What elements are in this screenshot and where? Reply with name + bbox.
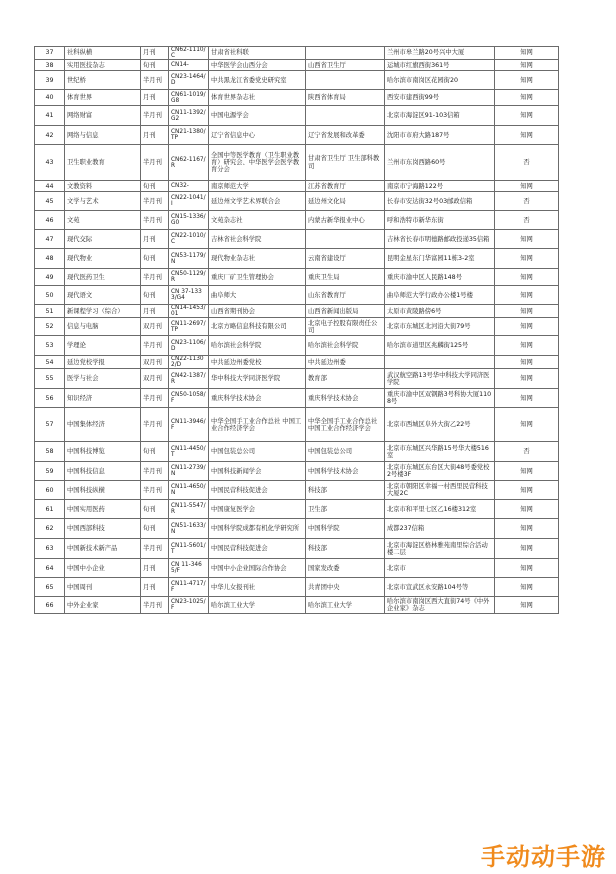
authority-cell: 辽宁省发展和改革委 [306, 126, 385, 145]
address-cell: 北京市东城区东台区大街48号委党校2号楼3F [385, 462, 495, 481]
address-cell: 北京市东城区北河沿大街79号 [385, 318, 495, 336]
table-row [35, 369, 559, 389]
frequency-cell: 旬刊 [141, 286, 169, 305]
sponsor-cell: 曲阜师大 [209, 286, 306, 305]
frequency-cell: 双月刊 [141, 369, 169, 389]
address-cell: 太原市黄陵路傍6号 [385, 305, 495, 318]
authority-cell [306, 47, 385, 60]
table-row [35, 305, 559, 318]
cn-number-cell: CN11-1392/G2 [169, 106, 209, 126]
frequency-cell: 半月刊 [141, 336, 169, 356]
journal-title-cell: 现代物业 [65, 249, 141, 269]
authority-cell: 国家发改委 [306, 559, 385, 578]
row-number-cell: 61 [35, 500, 65, 519]
authority-cell: 山西省卫生厅 [306, 60, 385, 71]
sponsor-cell: 全国中等医学教育（卫生职业教育）研究会、中华医学会医学教育分会 [209, 145, 306, 181]
journal-title-cell: 现代医药卫生 [65, 269, 141, 286]
frequency-cell: 旬刊 [141, 500, 169, 519]
address-cell: 哈尔滨市道里区兆麟街125号 [385, 336, 495, 356]
database-cell: 知网 [495, 47, 559, 60]
database-cell: 知网 [495, 481, 559, 500]
cn-number-cell: CN42-1387/R [169, 369, 209, 389]
row-number-cell: 44 [35, 181, 65, 192]
row-number-cell: 46 [35, 211, 65, 230]
address-cell: 兰州市东岗西路60号 [385, 145, 495, 181]
sponsor-cell: 华中科技大学同济医学院 [209, 369, 306, 389]
authority-cell: 教育部 [306, 369, 385, 389]
address-cell: 北京市西城区阜外大街乙22号 [385, 408, 495, 442]
database-cell: 知网 [495, 318, 559, 336]
journal-title-cell: 现代语文 [65, 286, 141, 305]
cn-number-cell: CN15-1336/G0 [169, 211, 209, 230]
frequency-cell: 月刊 [141, 126, 169, 145]
table-row [35, 126, 559, 145]
cn-number-cell: CN62-1110/C [169, 47, 209, 60]
row-number-cell: 66 [35, 597, 65, 614]
journal-title-cell: 文教资料 [65, 181, 141, 192]
cn-number-cell: CN50-1129/R [169, 269, 209, 286]
table-row [35, 286, 559, 305]
table-row [35, 539, 559, 559]
authority-cell: 中国科学技术协会 [306, 462, 385, 481]
table-row [35, 336, 559, 356]
sponsor-cell: 中共黑龙江省委党史研究室 [209, 71, 306, 90]
site-watermark-logo: 手动动手游 [481, 843, 606, 871]
table-row [35, 481, 559, 500]
journal-title-cell: 中国新技术新产品 [65, 539, 141, 559]
cn-number-cell: CN32- [169, 181, 209, 192]
cn-number-cell: CN23-1106/D [169, 336, 209, 356]
authority-cell: 重庆科学技术协会 [306, 389, 385, 408]
frequency-cell: 半月刊 [141, 211, 169, 230]
table-row [35, 47, 559, 60]
row-number-cell: 40 [35, 90, 65, 106]
row-number-cell: 42 [35, 126, 65, 145]
table-row [35, 578, 559, 597]
table-row [35, 145, 559, 181]
sponsor-cell: 中国包装总公司 [209, 442, 306, 462]
row-number-cell: 38 [35, 60, 65, 71]
address-cell: 沈阳市市府大路187号 [385, 126, 495, 145]
row-number-cell: 58 [35, 442, 65, 462]
cn-number-cell: CN11-2697/TP [169, 318, 209, 336]
frequency-cell: 半月刊 [141, 192, 169, 211]
sponsor-cell: 中国电源学会 [209, 106, 306, 126]
frequency-cell: 旬刊 [141, 60, 169, 71]
sponsor-cell: 中国中小企业国际合作协会 [209, 559, 306, 578]
frequency-cell: 月刊 [141, 47, 169, 60]
authority-cell: 中共延边州委 [306, 356, 385, 369]
frequency-cell: 半月刊 [141, 539, 169, 559]
sponsor-cell: 北京方略信息科技有限公司 [209, 318, 306, 336]
database-cell: 知网 [495, 369, 559, 389]
database-cell: 知网 [495, 539, 559, 559]
cn-number-cell: CN11-5547/R [169, 500, 209, 519]
cn-number-cell: CN23-1025/F [169, 597, 209, 614]
journal-title-cell: 体育世界 [65, 90, 141, 106]
frequency-cell: 双月刊 [141, 356, 169, 369]
authority-cell: 陕西省体育局 [306, 90, 385, 106]
journal-title-cell: 中国实用医药 [65, 500, 141, 519]
frequency-cell: 半月刊 [141, 408, 169, 442]
authority-cell: 云南省建设厅 [306, 249, 385, 269]
sponsor-cell: 中国科学院成都有机化学研究所 [209, 519, 306, 539]
database-cell: 知网 [495, 559, 559, 578]
authority-cell [306, 230, 385, 249]
journal-title-cell: 中国中小企业 [65, 559, 141, 578]
authority-cell: 中国包装总公司 [306, 442, 385, 462]
row-number-cell: 45 [35, 192, 65, 211]
table-row [35, 408, 559, 442]
authority-cell: 延边州文化局 [306, 192, 385, 211]
row-number-cell: 37 [35, 47, 65, 60]
authority-cell: 卫生部 [306, 500, 385, 519]
address-cell: 曲阜师范大学行政办公楼1号楼 [385, 286, 495, 305]
frequency-cell: 半月刊 [141, 106, 169, 126]
database-cell: 知网 [495, 305, 559, 318]
database-cell: 知网 [495, 500, 559, 519]
address-cell: 重庆市渝中区人民路148号 [385, 269, 495, 286]
sponsor-cell: 中共延边州委党校 [209, 356, 306, 369]
cn-number-cell: CN62-1167/R [169, 145, 209, 181]
address-cell: 长春市安达街32号03邮政信箱 [385, 192, 495, 211]
address-cell: 南京市宁海路122号 [385, 181, 495, 192]
cn-number-cell: CN 37-1333/G4 [169, 286, 209, 305]
database-cell: 否 [495, 145, 559, 181]
journal-title-cell: 中外企业家 [65, 597, 141, 614]
sponsor-cell: 甘肃省社科联 [209, 47, 306, 60]
cn-number-cell: CN53-1179/N [169, 249, 209, 269]
frequency-cell: 半月刊 [141, 462, 169, 481]
frequency-cell: 半月刊 [141, 269, 169, 286]
address-cell: 兰州市皋兰路20号兴中大厦 [385, 47, 495, 60]
database-cell: 知网 [495, 269, 559, 286]
address-cell: 吉林省长春市明德路邮政投递35信箱 [385, 230, 495, 249]
sponsor-cell: 吉林省社会科学院 [209, 230, 306, 249]
frequency-cell: 半月刊 [141, 145, 169, 181]
cn-number-cell: CN50-1058/F [169, 389, 209, 408]
cn-number-cell: CN51-1633/N [169, 519, 209, 539]
authority-cell: 江苏省教育厅 [306, 181, 385, 192]
authority-cell [306, 71, 385, 90]
sponsor-cell: 山西省期刊协会 [209, 305, 306, 318]
table-row [35, 442, 559, 462]
database-cell: 否 [495, 211, 559, 230]
sponsor-cell: 现代物业杂志社 [209, 249, 306, 269]
authority-cell: 山东省教育厅 [306, 286, 385, 305]
frequency-cell: 半月刊 [141, 481, 169, 500]
sponsor-cell: 中华医学会山西分会 [209, 60, 306, 71]
database-cell: 知网 [495, 181, 559, 192]
frequency-cell: 月刊 [141, 230, 169, 249]
table-body [35, 47, 559, 614]
cn-number-cell: CN61-1019/G8 [169, 90, 209, 106]
address-cell: 北京市 [385, 559, 495, 578]
journal-title-cell: 网络与信息 [65, 126, 141, 145]
address-cell [385, 356, 495, 369]
frequency-cell: 半月刊 [141, 389, 169, 408]
sponsor-cell: 中国民营科技促进会 [209, 539, 306, 559]
table-row [35, 90, 559, 106]
table-row [35, 181, 559, 192]
authority-cell: 北京电子控股有限责任公司 [306, 318, 385, 336]
database-cell: 知网 [495, 71, 559, 90]
row-number-cell: 63 [35, 539, 65, 559]
database-cell: 知网 [495, 336, 559, 356]
sponsor-cell: 哈尔滨社会科学院 [209, 336, 306, 356]
frequency-cell: 月刊 [141, 305, 169, 318]
row-number-cell: 62 [35, 519, 65, 539]
journal-title-cell: 文学与艺术 [65, 192, 141, 211]
sponsor-cell: 中国民营科技促进会 [209, 481, 306, 500]
table-row [35, 318, 559, 336]
frequency-cell: 月刊 [141, 559, 169, 578]
cn-number-cell: CN22-1041/I [169, 192, 209, 211]
row-number-cell: 65 [35, 578, 65, 597]
journal-title-cell: 中国科技纵横 [65, 481, 141, 500]
authority-cell: 共青团中央 [306, 578, 385, 597]
journal-title-cell: 信息与电脑 [65, 318, 141, 336]
table-row [35, 106, 559, 126]
row-number-cell: 57 [35, 408, 65, 442]
table-row [35, 500, 559, 519]
sponsor-cell: 辽宁省信息中心 [209, 126, 306, 145]
journal-title-cell: 实用医技杂志 [65, 60, 141, 71]
frequency-cell: 旬刊 [141, 249, 169, 269]
address-cell: 成都237信箱 [385, 519, 495, 539]
journal-title-cell: 网络财富 [65, 106, 141, 126]
journal-title-cell: 学理论 [65, 336, 141, 356]
table-row [35, 559, 559, 578]
sponsor-cell: 中华儿女报刊社 [209, 578, 306, 597]
sponsor-cell: 体育世界杂志社 [209, 90, 306, 106]
journal-title-cell: 文苑 [65, 211, 141, 230]
table-row [35, 211, 559, 230]
database-cell: 知网 [495, 60, 559, 71]
address-cell: 武汉航空路13号华中科技大学同济医学院 [385, 369, 495, 389]
address-cell: 哈尔滨市南岗区西大直街74号《中外企业家》杂志 [385, 597, 495, 614]
row-number-cell: 64 [35, 559, 65, 578]
authority-cell: 山西省新闻出版局 [306, 305, 385, 318]
table-row [35, 356, 559, 369]
cn-number-cell: CN22-1010/C [169, 230, 209, 249]
address-cell: 西安市建西街99号 [385, 90, 495, 106]
authority-cell: 哈尔滨工业大学 [306, 597, 385, 614]
database-cell: 知网 [495, 462, 559, 481]
cn-number-cell: CN11-3946/F [169, 408, 209, 442]
journal-title-cell: 现代交际 [65, 230, 141, 249]
journal-title-cell: 知识经济 [65, 389, 141, 408]
table-row [35, 249, 559, 269]
address-cell: 呼和浩特市新华东街 [385, 211, 495, 230]
journal-title-cell: 卫生职业教育 [65, 145, 141, 181]
journal-title-cell: 社科纵横 [65, 47, 141, 60]
journal-title-cell: 中国集体经济 [65, 408, 141, 442]
sponsor-cell: 文苑杂志社 [209, 211, 306, 230]
database-cell: 知网 [495, 106, 559, 126]
journal-title-cell: 中国周刊 [65, 578, 141, 597]
address-cell: 北京市东城区兴华路15号华大楼516室 [385, 442, 495, 462]
authority-cell: 甘肃省卫生厅 卫生部科教司 [306, 145, 385, 181]
cn-number-cell: CN23-1464/D [169, 71, 209, 90]
database-cell: 知网 [495, 597, 559, 614]
cn-number-cell: CN 11-3465/F [169, 559, 209, 578]
row-number-cell: 51 [35, 305, 65, 318]
database-cell: 知网 [495, 389, 559, 408]
address-cell: 北京市和平里七区乙16楼312室 [385, 500, 495, 519]
row-number-cell: 56 [35, 389, 65, 408]
database-cell: 知网 [495, 249, 559, 269]
cn-number-cell: CN11-4717/F [169, 578, 209, 597]
row-number-cell: 47 [35, 230, 65, 249]
database-cell: 知网 [495, 408, 559, 442]
address-cell: 北京市朝阳区幸福一村西里民营科技大厦2C [385, 481, 495, 500]
database-cell: 知网 [495, 90, 559, 106]
cn-number-cell: CN11-4650/N [169, 481, 209, 500]
database-cell: 否 [495, 192, 559, 211]
row-number-cell: 48 [35, 249, 65, 269]
table-row [35, 60, 559, 71]
frequency-cell: 旬刊 [141, 442, 169, 462]
database-cell: 知网 [495, 578, 559, 597]
address-cell: 北京市宣武区永安路104号等 [385, 578, 495, 597]
cn-number-cell: CN21-1380/TP [169, 126, 209, 145]
address-cell: 昆明金星东门华富园11栋3-2室 [385, 249, 495, 269]
table-row [35, 519, 559, 539]
cn-number-cell: CN11-5601/T [169, 539, 209, 559]
journal-title-cell: 中国科技博览 [65, 442, 141, 462]
frequency-cell: 月刊 [141, 90, 169, 106]
sponsor-cell: 中国科技新闻学会 [209, 462, 306, 481]
authority-cell: 重庆卫生局 [306, 269, 385, 286]
cn-number-cell: CN11-4450/T [169, 442, 209, 462]
address-cell: 北京市海淀区格林雅苑南里综合活动楼二层 [385, 539, 495, 559]
cn-number-cell: CN22-11302/D [169, 356, 209, 369]
sponsor-cell: 哈尔滨工业大学 [209, 597, 306, 614]
frequency-cell: 双月刊 [141, 318, 169, 336]
journal-title-cell: 中国西部科技 [65, 519, 141, 539]
address-cell: 重庆市渝中区双钢路3号科协大厦1108号 [385, 389, 495, 408]
database-cell: 知网 [495, 126, 559, 145]
table-row [35, 597, 559, 614]
row-number-cell: 53 [35, 336, 65, 356]
row-number-cell: 59 [35, 462, 65, 481]
journal-title-cell: 延边党校学报 [65, 356, 141, 369]
frequency-cell: 旬刊 [141, 519, 169, 539]
row-number-cell: 49 [35, 269, 65, 286]
row-number-cell: 60 [35, 481, 65, 500]
authority-cell [306, 106, 385, 126]
journal-title-cell: 中国科技信息 [65, 462, 141, 481]
table-row [35, 389, 559, 408]
authority-cell: 科技部 [306, 539, 385, 559]
database-cell: 知网 [495, 286, 559, 305]
row-number-cell: 55 [35, 369, 65, 389]
sponsor-cell: 重庆科学技术协会 [209, 389, 306, 408]
address-cell: 哈尔滨市南岗区花园街20 [385, 71, 495, 90]
address-cell: 运城市红旗西街361号 [385, 60, 495, 71]
sponsor-cell: 南京师范大学 [209, 181, 306, 192]
database-cell: 知网 [495, 519, 559, 539]
journal-title-cell: 世纪桥 [65, 71, 141, 90]
authority-cell: 内蒙古新华报业中心 [306, 211, 385, 230]
database-cell: 否 [495, 442, 559, 462]
sponsor-cell: 中国康复医学会 [209, 500, 306, 519]
frequency-cell: 半月刊 [141, 71, 169, 90]
table-row [35, 192, 559, 211]
row-number-cell: 41 [35, 106, 65, 126]
journal-list-table [34, 46, 559, 614]
database-cell: 知网 [495, 356, 559, 369]
row-number-cell: 43 [35, 145, 65, 181]
cn-number-cell: CN14- [169, 60, 209, 71]
authority-cell: 中国科学院 [306, 519, 385, 539]
table-row [35, 71, 559, 90]
frequency-cell: 旬刊 [141, 181, 169, 192]
row-number-cell: 39 [35, 71, 65, 90]
sponsor-cell: 重庆厂矿卫生管理协会 [209, 269, 306, 286]
address-cell: 北京市海淀区91-103信箱 [385, 106, 495, 126]
table-row [35, 230, 559, 249]
frequency-cell: 半月刊 [141, 597, 169, 614]
authority-cell: 中华全国手工业合作总社中国工业合作经济学会 [306, 408, 385, 442]
cn-number-cell: CN11-2739/N [169, 462, 209, 481]
authority-cell: 科技部 [306, 481, 385, 500]
row-number-cell: 54 [35, 356, 65, 369]
sponsor-cell: 中华全国手工业合作总社 中国工业合作经济学会 [209, 408, 306, 442]
database-cell: 知网 [495, 230, 559, 249]
journal-title-cell: 新课程学习（综合） [65, 305, 141, 318]
cn-number-cell: CN14-1453/01 [169, 305, 209, 318]
row-number-cell: 52 [35, 318, 65, 336]
sponsor-cell: 延边州文学艺术界联合会 [209, 192, 306, 211]
row-number-cell: 50 [35, 286, 65, 305]
authority-cell: 哈尔滨社会科学院 [306, 336, 385, 356]
table-row [35, 269, 559, 286]
table-row [35, 462, 559, 481]
frequency-cell: 月刊 [141, 578, 169, 597]
journal-title-cell: 医学与社会 [65, 369, 141, 389]
